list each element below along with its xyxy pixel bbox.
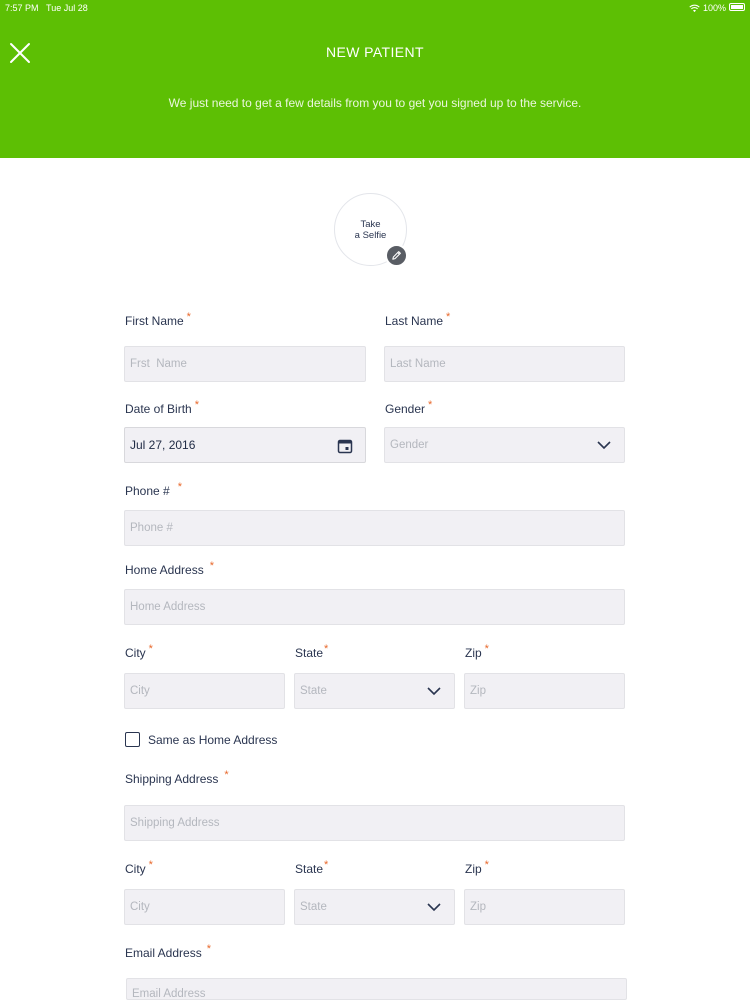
shipping-address-input[interactable] xyxy=(124,805,625,841)
header-bar xyxy=(0,0,750,158)
status-clock: 7:57 PM xyxy=(5,3,39,13)
calendar-icon xyxy=(337,438,353,454)
gender-label-text: Gender xyxy=(385,402,426,416)
take-selfie-button[interactable] xyxy=(334,193,407,266)
shipping-address-label xyxy=(125,769,229,786)
ship-city-input[interactable] xyxy=(124,889,285,925)
chevron-down-icon xyxy=(596,439,612,451)
shipping-address-label-text: Shipping Address xyxy=(125,772,219,786)
gender-label xyxy=(385,399,433,416)
home-address-input[interactable] xyxy=(124,589,625,625)
home-zip-label-text: Zip xyxy=(465,646,482,660)
pencil-icon xyxy=(391,250,402,261)
home-city-label xyxy=(125,643,153,660)
home-city-label-text: City xyxy=(125,646,146,660)
selfie-line-2: a Selfie xyxy=(354,230,387,241)
required-marker: * xyxy=(148,643,153,655)
page-subtitle: We just need to get a few details from you to get you signed up to the service. xyxy=(168,96,582,110)
selfie-line-1: Take xyxy=(360,219,381,230)
gender-placeholder: Gender xyxy=(390,439,429,451)
last-name-label xyxy=(385,311,451,328)
required-marker: * xyxy=(324,643,329,655)
last-name-label-text: Last Name xyxy=(385,314,444,328)
phone-input[interactable] xyxy=(124,510,625,546)
email-input[interactable] xyxy=(126,978,627,1000)
status-right xyxy=(689,3,726,13)
phone-label-text: Phone # xyxy=(125,484,170,498)
home-zip-input[interactable] xyxy=(464,673,625,709)
ship-state-label xyxy=(295,859,329,876)
page-title: NEW PATIENT xyxy=(326,44,424,60)
ship-city-label xyxy=(125,859,153,876)
required-marker: * xyxy=(148,859,153,871)
required-marker: * xyxy=(194,399,199,411)
ship-state-placeholder: State xyxy=(300,901,327,913)
dob-label-text: Date of Birth xyxy=(125,402,192,416)
wifi-icon xyxy=(689,4,700,13)
same-as-home-checkbox[interactable] xyxy=(125,732,140,747)
required-marker: * xyxy=(206,943,211,955)
phone-label xyxy=(125,481,182,498)
home-state-placeholder: State xyxy=(300,685,327,697)
required-marker: * xyxy=(186,311,191,323)
ship-zip-label-text: Zip xyxy=(465,862,482,876)
chevron-down-icon xyxy=(426,901,442,913)
status-date: Tue Jul 28 xyxy=(46,3,88,13)
home-address-label xyxy=(125,560,214,577)
battery-icon xyxy=(729,3,745,11)
email-label-text: Email Address xyxy=(125,946,202,960)
first-name-input[interactable] xyxy=(124,346,366,382)
dob-picker[interactable] xyxy=(124,427,366,463)
status-time xyxy=(5,3,88,13)
required-marker: * xyxy=(224,769,229,781)
ship-zip-input[interactable] xyxy=(464,889,625,925)
last-name-input[interactable] xyxy=(384,346,625,382)
required-marker: * xyxy=(484,643,489,655)
dob-label xyxy=(125,399,199,416)
chevron-down-icon xyxy=(426,685,442,697)
home-city-input[interactable] xyxy=(124,673,285,709)
required-marker: * xyxy=(428,399,433,411)
required-marker: * xyxy=(324,859,329,871)
required-marker: * xyxy=(484,859,489,871)
edit-photo-button[interactable] xyxy=(385,244,408,267)
home-state-label-text: State xyxy=(295,646,324,660)
email-label xyxy=(125,943,211,960)
required-marker: * xyxy=(446,311,451,323)
home-state-label xyxy=(295,643,329,660)
ship-city-label-text: City xyxy=(125,862,146,876)
first-name-label-text: First Name xyxy=(125,314,184,328)
home-zip-label xyxy=(465,643,489,660)
required-marker: * xyxy=(177,481,182,493)
first-name-label xyxy=(125,311,191,328)
gender-select[interactable] xyxy=(384,427,625,463)
selfie-text xyxy=(335,219,406,241)
required-marker: * xyxy=(209,560,214,572)
ship-state-select[interactable] xyxy=(294,889,455,925)
battery-percent: 100% xyxy=(702,3,726,13)
ship-zip-label xyxy=(465,859,489,876)
dob-value: Jul 27, 2016 xyxy=(130,438,196,452)
home-state-select[interactable] xyxy=(294,673,455,709)
ship-state-label-text: State xyxy=(295,862,324,876)
same-as-home-label[interactable]: Same as Home Address xyxy=(148,733,278,747)
home-address-label-text: Home Address xyxy=(125,563,204,577)
